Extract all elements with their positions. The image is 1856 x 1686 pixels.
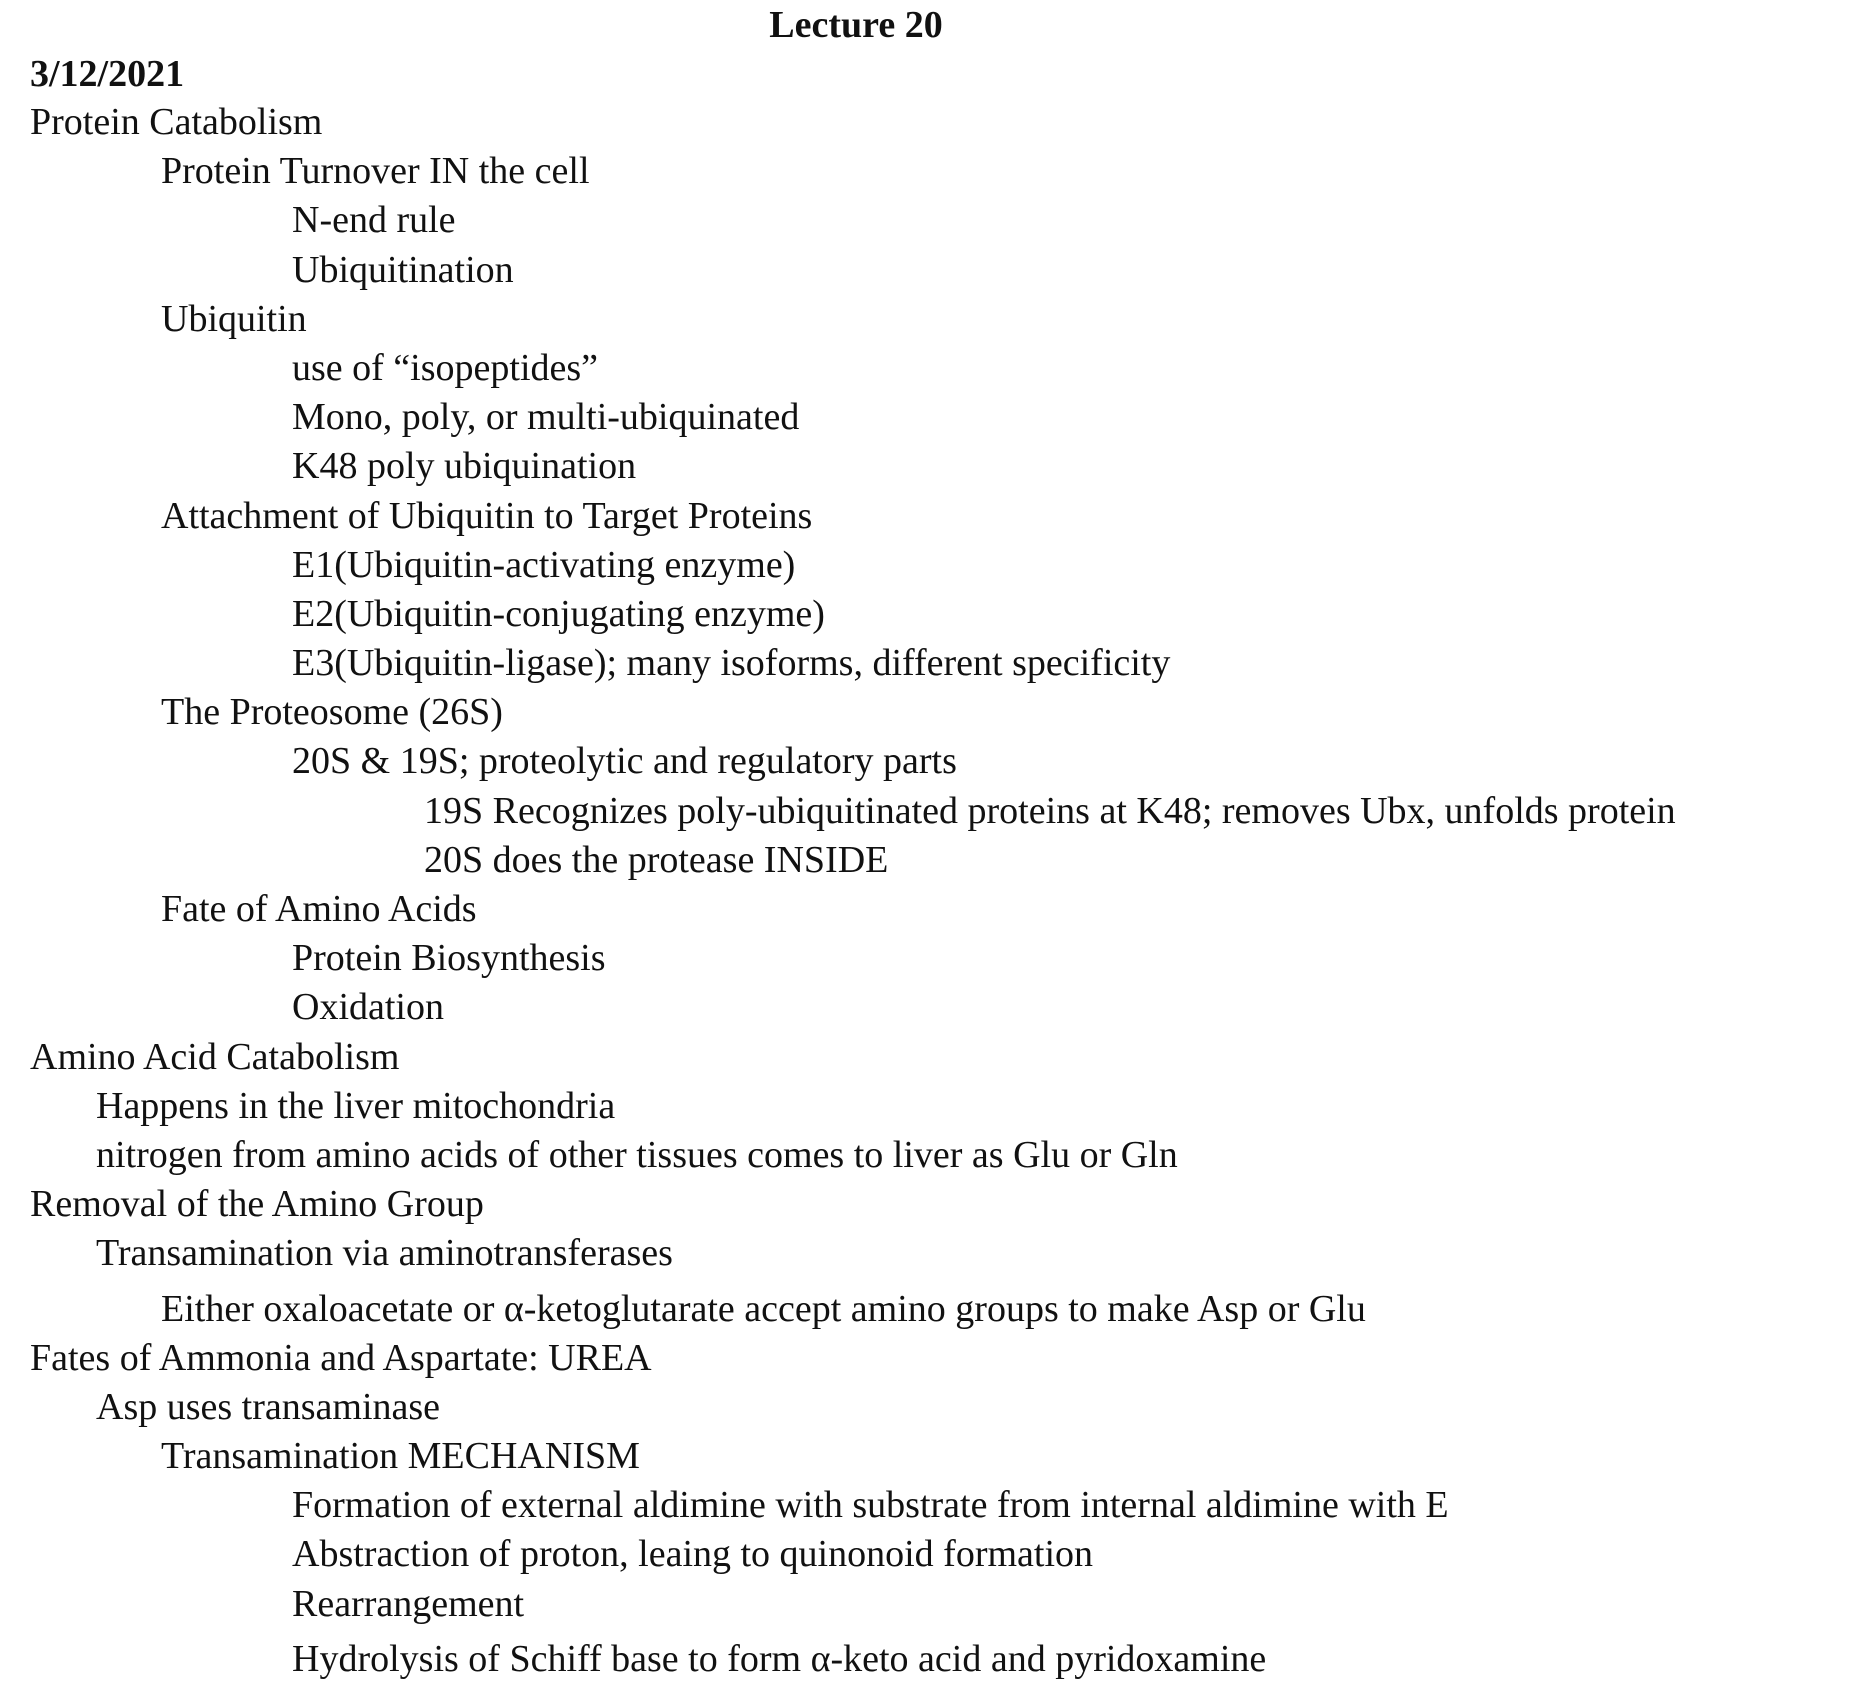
outline-line: Either oxaloacetate or α-ketoglutarate accept amino groups to make Asp or Glu: [161, 1287, 1366, 1330]
outline-line: 19S Recognizes poly-ubiquitinated proteins at K48; removes Ubx, unfolds protein: [424, 789, 1676, 832]
outline-line: nitrogen from amino acids of other tissues comes to liver as Glu or Gln: [96, 1133, 1178, 1176]
outline-line: Formation of external aldimine with substrate from internal aldimine with E: [292, 1484, 1449, 1527]
outline-line: Protein Catabolism: [30, 101, 323, 143]
outline-line: Asp uses transaminase: [96, 1385, 441, 1428]
outline-line: K48 poly ubiquination: [292, 445, 637, 488]
lecture-date: 3/12/2021: [30, 53, 185, 95]
outline-line: Transamination via aminotransferases: [96, 1232, 673, 1275]
outline-line: Ubiquitination: [292, 248, 514, 291]
outline-line: Amino Acid Catabolism: [30, 1035, 400, 1078]
outline-line: Protein Turnover IN the cell: [161, 150, 590, 193]
outline-line: Protein Biosynthesis: [292, 937, 606, 980]
outline-line: Hydrolysis of Schiff base to form α-keto acid and pyridoxamine: [292, 1637, 1267, 1680]
lecture-outline: [30, 98, 1856, 1684]
outline-line: Removal of the Amino Group: [30, 1183, 484, 1226]
outline-line: E3(Ubiquitin-ligase); many isoforms, different specificity: [292, 642, 1171, 685]
outline-line: Oxidation: [292, 986, 444, 1029]
outline-line: use of “isopeptides”: [292, 346, 599, 389]
outline-line: The Proteosome (26S): [161, 691, 503, 734]
outline-line: N-end rule: [292, 199, 456, 242]
outline-line: Transamination MECHANISM: [161, 1435, 640, 1478]
outline-line: E1(Ubiquitin-activating enzyme): [292, 543, 796, 586]
outline-line: Rearrangement: [292, 1582, 525, 1625]
outline-line: 20S & 19S; proteolytic and regulatory parts: [292, 740, 957, 783]
outline-line: Fate of Amino Acids: [161, 888, 477, 930]
outline-line: Fates of Ammonia and Aspartate: UREA: [30, 1336, 652, 1379]
outline-line: Ubiquitin: [161, 297, 307, 340]
outline-line: Abstraction of proton, leaing to quinonoid formation: [292, 1533, 1094, 1576]
outline-line: Mono, poly, or multi-ubiquinated: [292, 396, 800, 439]
outline-line: Happens in the liver mitochondria: [96, 1084, 616, 1127]
outline-line: 20S does the protease INSIDE: [424, 838, 889, 881]
outline-line: E2(Ubiquitin-conjugating enzyme): [292, 592, 825, 635]
outline-line: Attachment of Ubiquitin to Target Proteins: [161, 494, 813, 537]
page-title: Lecture 20: [769, 4, 943, 46]
